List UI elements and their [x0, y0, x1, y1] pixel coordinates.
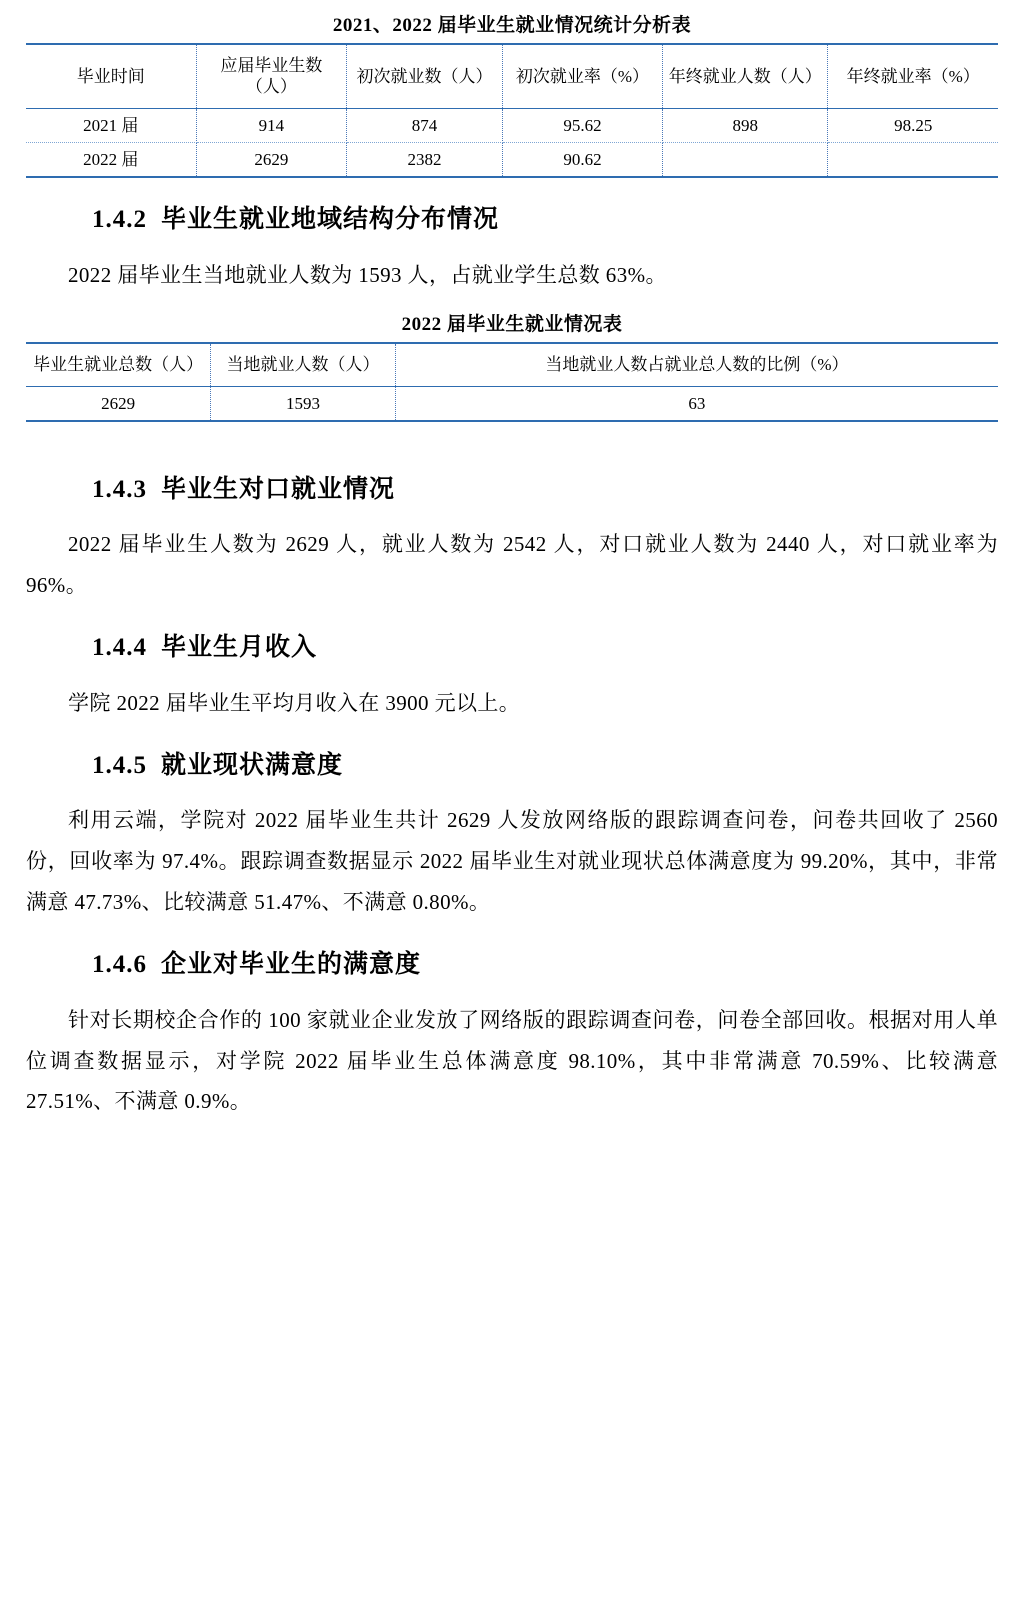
section-146-paragraph: 针对长期校企合作的 100 家就业企业发放了网络版的跟踪调查问卷，问卷全部回收。根据对用人单位调查数据显示，对学院 2022 届毕业生总体满意度 98.10%，其中非常满意 70.59%、比较满意 27.51%、不满意 0.9%。 [26, 1007, 998, 1114]
table-row [26, 142, 998, 176]
section-number: 1.4.2 [92, 206, 147, 233]
table1-cell: 90.62 [502, 142, 662, 176]
section-143-paragraph: 2022 届毕业生人数为 2629 人，就业人数为 2542 人，对口就业人数为 2440 人，对口就业率为 96%。 [26, 532, 998, 598]
table1-cell [828, 142, 998, 176]
table1-cell: 2382 [347, 142, 503, 176]
table2-wrapper [26, 342, 998, 422]
section-title: 毕业生对口就业情况 [161, 475, 396, 503]
table2-header-cell: 当地就业人数（人） [211, 344, 396, 386]
section-142-paragraph: 2022 届毕业生当地就业人数为 1593 人，占就业学生总数 63%。 [68, 262, 667, 287]
section-number: 1.4.6 [92, 951, 147, 979]
table2-header-row [26, 344, 998, 386]
table1-header-row [26, 45, 998, 108]
table-row [26, 108, 998, 142]
section-title: 毕业生月收入 [161, 634, 318, 662]
table1-caption: 2021、2022 届毕业生就业情况统计分析表 [332, 15, 692, 36]
employment-statistics-table [26, 45, 998, 176]
table2-cell: 2629 [26, 386, 211, 420]
local-employment-table [26, 344, 998, 420]
table1-cell: 2022 届 [26, 142, 196, 176]
table1-cell [663, 142, 828, 176]
section-number: 1.4.3 [92, 475, 147, 503]
section-heading-142 [26, 204, 998, 237]
table1-cell: 95.62 [502, 108, 662, 142]
table1-cell: 98.25 [828, 108, 998, 142]
section-title: 毕业生就业地域结构分布情况 [161, 206, 500, 233]
section-heading-146 [26, 949, 998, 982]
section-heading-145 [26, 750, 998, 783]
table2-header-cell: 当地就业人数占就业总人数的比例（%） [395, 344, 998, 386]
section-title: 企业对毕业生的满意度 [161, 951, 422, 979]
section-title: 就业现状满意度 [161, 751, 344, 779]
table1-header-cell: 初次就业数（人） [347, 45, 503, 108]
section-144-paragraph: 学院 2022 届毕业生平均月收入在 3900 元以上。 [68, 690, 521, 715]
section-number: 1.4.5 [92, 751, 147, 779]
table1-header-cell: 初次就业率（%） [502, 45, 662, 108]
table2-header-cell: 毕业生就业总数（人） [26, 344, 211, 386]
table1-cell: 914 [196, 108, 347, 142]
table1-header-cell: 应届毕业生数（人） [196, 45, 347, 108]
table2-caption: 2022 届毕业生就业情况表 [401, 314, 623, 336]
section-heading-143 [26, 474, 998, 507]
table1-cell: 2021 届 [26, 108, 196, 142]
table1-header-cell: 毕业时间 [26, 45, 196, 108]
table1-header-cell: 年终就业人数（人） [663, 45, 828, 108]
table2-cell: 1593 [211, 386, 396, 420]
table1-cell: 898 [663, 108, 828, 142]
table1-cell: 874 [347, 108, 503, 142]
section-145-paragraph: 利用云端，学院对 2022 届毕业生共计 2629 人发放网络版的跟踪调查问卷，问卷共回收了 2560 份，回收率为 97.4%。跟踪调查数据显示 2022 届毕业生对就业现状总体满意度为 99.20%，其中，非常满意 47.73%、比较满意 51.47%、不满意 0.80%。 [26, 808, 998, 915]
section-heading-144 [26, 632, 998, 665]
table1-header-cell: 年终就业率（%） [828, 45, 998, 108]
table-row [26, 386, 998, 420]
table1-wrapper [26, 43, 998, 178]
table2-cell: 63 [395, 386, 998, 420]
table1-cell: 2629 [196, 142, 347, 176]
section-number: 1.4.4 [92, 634, 147, 662]
